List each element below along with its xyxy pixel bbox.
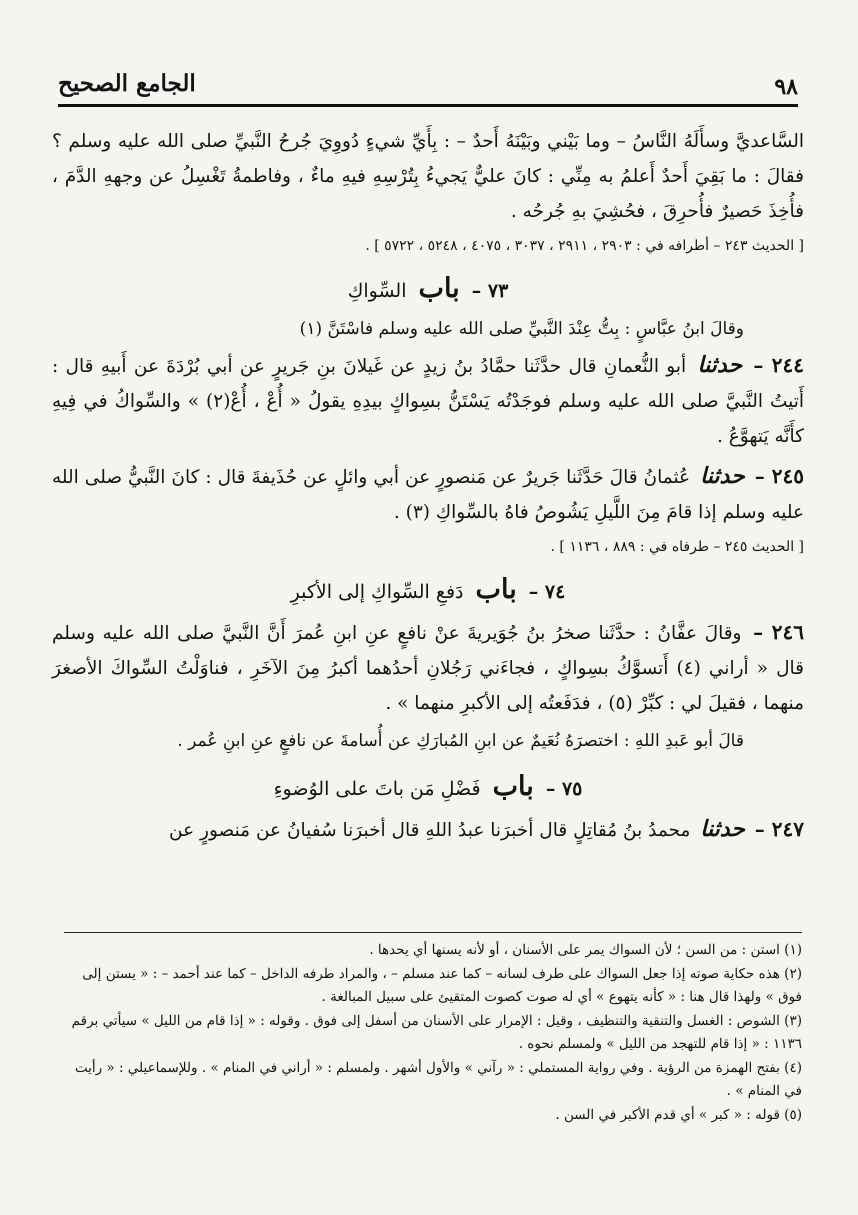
chapter-title: السِّواكِ: [347, 280, 407, 302]
footnote: (٤) بفتح الهمزة من الرؤية . وفي رواية المستملي : « رآني » والأول أشهر . ولمسلم : « أراني في المنام » . وللإسماعيلي : « رأيت في المنام » .: [74, 1060, 802, 1099]
chapter-number: ٧٣ –: [471, 280, 509, 302]
hadith-number: ٢٤٧ –: [754, 817, 804, 841]
page-header: [58, 70, 798, 107]
page-number: ٩٨: [774, 74, 798, 100]
hadith-text: أبو النُّعمانِ قال حدَّثَنا حمَّادُ بنُ زيدٍ عن غَيلانَ بنِ جَريرٍ عن أبي بُرْدَةَ عن أَبيهِ قال : أَتيتُ النَّبيَّ صلى الله عليه وسلم فوجَدْتُه يَسْتَنُّ بسِواكٍ بيدِهِ يقولُ « أُعْ ، أُعْ(٢) » والسِّواكُ في فِيهِ كأَنَّه يَتهوَّعُ .: [52, 356, 805, 447]
chapter-number: ٧٥ –: [545, 778, 583, 800]
footnote: (٥) قوله : « كبر » أي قدم الأكبر في السن .: [555, 1107, 802, 1123]
chapter-word: باب: [492, 771, 534, 802]
hadith-text: محمدُ بنُ مُقاتِلٍ قال أخبرَنا عبدُ اللهِ قال أخبرَنا سُفيانُ عن مَنصورٍ عن: [169, 820, 691, 841]
chapter-word: باب: [418, 273, 460, 304]
chapter-title: دَفعِ السِّواكِ إلى الأكبرِ: [290, 581, 464, 603]
chapter-heading-74: [52, 573, 804, 609]
hadith-reference: [ الحديث ٢٤٥ – طرفاه في : ٨٨٩ ، ١١٣٦ ] .: [550, 539, 804, 555]
chapter-note: وقالَ ابنُ عبَّاسٍ : بِتُّ عِنْدَ النَّبيِّ صلى الله عليه وسلم فاسْتَنَّ (١): [299, 319, 744, 339]
hadith-245: [52, 459, 804, 530]
author-note: قالَ أبو عَبدِ اللهِ : اختصرَهُ نُعَيمٌ عن ابنِ المُبارَكِ عن أُسامةَ عن نافعٍ عنِ ابنِ عُمر .: [177, 731, 744, 751]
footnote: (١) استن : من السن ؛ لأن السواك يمر على الأسنان ، أو لأنه يسنها أي يحدها .: [369, 942, 802, 958]
hadith-247: [52, 812, 804, 848]
narration-lead: حدثنا: [700, 816, 745, 842]
footnotes: [64, 932, 802, 1127]
hadith-number: ٢٤٦ –: [753, 620, 804, 644]
hadith-number: ٢٤٥ –: [754, 464, 804, 488]
chapter-heading-75: [52, 770, 804, 806]
narration-lead: حدثنا: [700, 463, 745, 489]
hadith-reference: [ الحديث ٢٤٣ – أطرافه في : ٢٩٠٣ ، ٢٩١١ ، ٣٠٣٧ ، ٤٠٧٥ ، ٥٢٤٨ ، ٥٧٢٢ ] .: [365, 238, 804, 254]
hadith-text: وقالَ عفَّانُ : حدَّثَنا صخرُ بنُ جُوَيريةَ عنْ نافعٍ عنِ ابنِ عُمرَ أَنَّ النَّبيَّ صلى الله عليه وسلم قال « أراني (٤) أَتسوَّكُ بسِواكٍ ، فجاءَني رَجُلانِ أحدُهما أكبرُ مِنَ الآخَرِ ، فناوَلْتُ السِّواكَ الأصغرَ منهما ، فقيلَ لي : كبِّرْ (٥) ، فدَفَعتُه إلى الأكبرِ منهما » .: [52, 623, 804, 714]
chapter-word: باب: [475, 574, 517, 605]
chapter-heading-73: [52, 272, 804, 308]
chapter-number: ٧٤ –: [528, 581, 566, 603]
book-title: الجامع الصحيح: [58, 70, 196, 97]
paragraph-continuation: السَّاعديَّ وسأَلَهُ النَّاسُ – وما بَيْني وبَيْنَهُ أَحدٌ – : بِأَيِّ شيءٍ دُووِيَ جُرحُ النَّبيِّ صلى الله عليه وسلم ؟ فقالَ : ما بَقِيَ أَحدٌ أَعلمُ به مِنِّي : كانَ عليٌّ يَجيءُ بِتُرْسِهِ فيهِ ماءٌ ، وفاطمةُ تَغْسِلُ عن وجههِ الدَّمَ ، فأُخِذَ حَصيرٌ فأُحرِقَ ، فحُشِيَ بهِ جُرحُه .: [52, 131, 804, 222]
chapter-title: فَضْلِ مَن باتَ على الوُضوءِ: [273, 778, 481, 800]
footnote: (٣) الشوص : الغسل والتنقية والتنظيف ، وقيل : الإمرار على الأسنان من أسفل إلى فوق . وقوله : « إذا قام من الليل » سيأتي برقم ١١٣٦ : « إذا قام للتهجد من الليل » ولمسلم نحوه .: [71, 1013, 802, 1052]
hadith-text: عُثمانُ قالَ حَدَّثَنا جَريرٌ عن مَنصورٍ عن أبي وائلٍ عن حُذَيفةَ قال : كانَ النَّبيُّ صلى الله عليه وسلم إذا قامَ مِنَ اللَّيلِ يَشُوصُ فاهُ بالسِّواكِ (٣) .: [52, 467, 804, 523]
hadith-244: [52, 348, 804, 454]
narration-lead: حدثنا: [697, 352, 743, 378]
hadith-number: ٢٤٤ –: [753, 353, 804, 377]
main-text: [52, 124, 804, 853]
footnote: (٢) هذه حكاية صوته إذا جعل السواك على طرف لسانه – كما عند مسلم – ، والمراد طرفه الداخل – كما عند أحمد – : « يستن إلى فوق » ولهذا قال هنا : « كأنه يتهوع » أي له صوت كصوت المتقيئ على سبيل المبالغة .: [82, 966, 802, 1005]
hadith-246: [52, 615, 804, 721]
